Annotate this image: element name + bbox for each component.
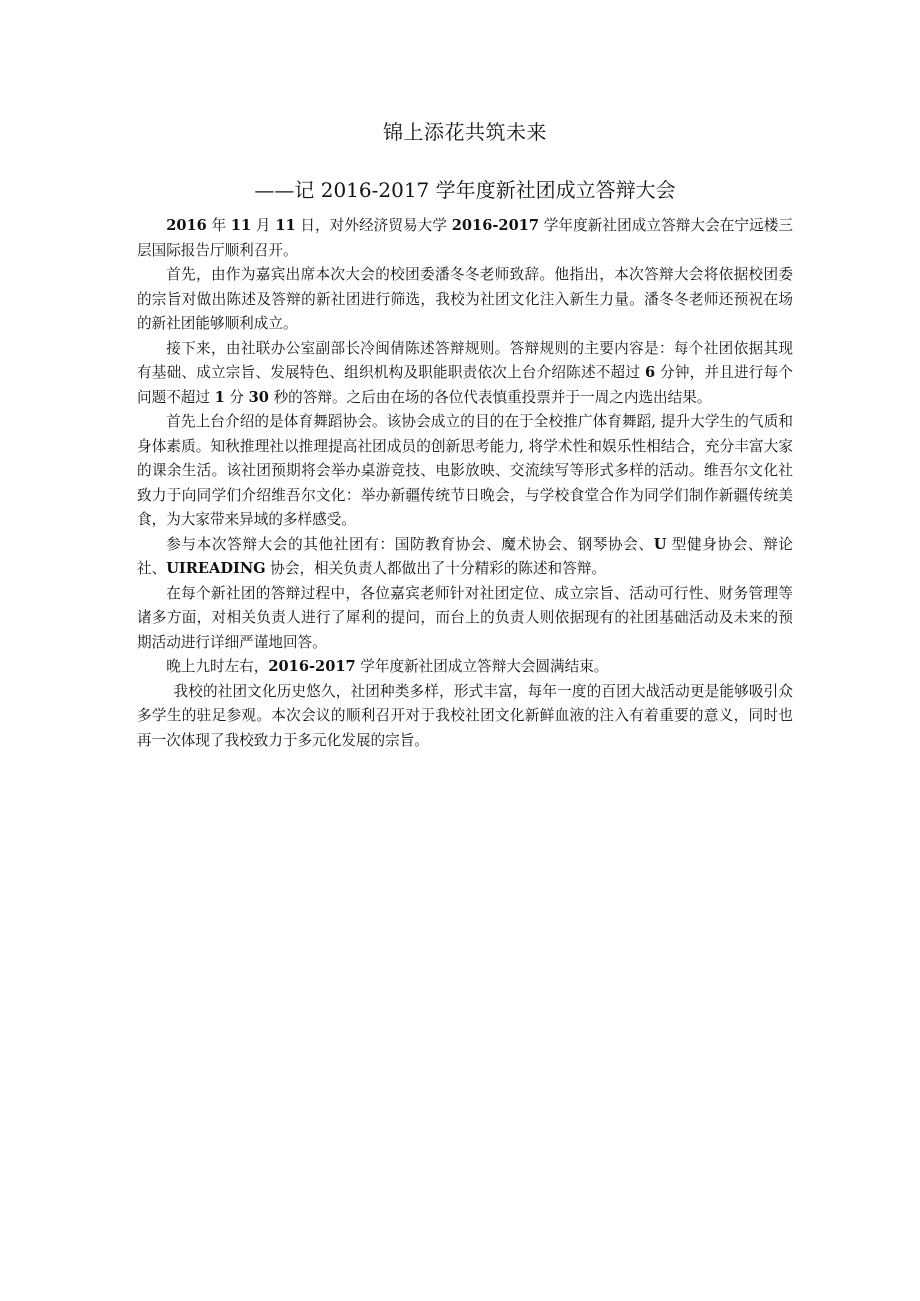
rule-minutes: 6	[645, 364, 656, 381]
text-segment: 型健身协会、辩论社、	[137, 535, 793, 577]
paragraph-opening	[137, 214, 793, 263]
paragraph-speech: 首先，由作为嘉宾出席本次大会的校团委潘冬冬老师致辞。他指出，本次答辩大会将依据校团委的宗旨对做出陈述及答辩的新社团进行筛选，我校为社团文化注入新生力量。潘冬冬老师还预祝在场的新社团能够顺利成立。	[137, 266, 793, 332]
paragraph-other-clubs	[137, 533, 793, 582]
club-u-letter: U	[653, 535, 667, 553]
paragraph-closing	[137, 655, 793, 680]
rule-answer-seconds: 30	[248, 388, 269, 406]
paragraph-summary: 我校的社团文化历史悠久，社团种类多样，形式丰富，每年一度的百团大战活动更是能够吸引众多学生的驻足参观。本次会议的顺利召开对于我校社团文化新鲜血液的注入有着重要的意义，同时也再一次体现了我校致力于多元化发展的宗旨。	[137, 682, 793, 749]
document-page	[137, 118, 793, 753]
text-segment: 学年度新社团成立答辩大会圆满结束。	[355, 658, 609, 675]
club-uireading: UIREADING	[166, 560, 266, 577]
text-segment: 接下来，由社联办公室副部长冷闽倩陈述答辩规则。答辩规则的主要内容是：每个社团依据其现有基础、成立宗旨、发展特色、组织机构及职能职责依次上台介绍陈述不超过	[137, 339, 793, 381]
date-month: 11	[230, 217, 252, 234]
text-segment: 参与本次答辩大会的其他社团有：国防教育协会、魔术协会、钢琴协会、	[166, 535, 654, 553]
paragraph-rules	[137, 337, 793, 411]
text-segment: 年	[206, 217, 231, 234]
text-segment: 协会，相关负责人都做出了十分精彩的陈述和答辩。	[265, 560, 606, 577]
text-segment: 分钟，并且进行每个问题不超过	[137, 364, 793, 406]
text-segment: 日，对外经济贸易大学	[295, 217, 452, 234]
text-segment: 分	[224, 388, 249, 406]
rule-answer-minutes: 1	[214, 388, 225, 406]
document-title: 锦上添花共筑未来	[383, 120, 547, 144]
academic-year: 2016-2017	[268, 658, 356, 675]
date-day: 11	[275, 217, 296, 234]
text-segment: 秒的答辩。之后由在场的各位代表慎重投票并于一周之内选出结果。	[268, 388, 712, 406]
text-segment: 晚上九时左右，	[166, 658, 269, 675]
date-year: 2016	[166, 217, 207, 234]
paragraph-clubs-intro: 首先上台介绍的是体育舞蹈协会。该协会成立的目的在于全校推广体育舞蹈, 提升大学生的气质和身体素质。知秋推理社以推理提高社团成员的创新思考能力, 将学术性和娱乐性相结合，充分丰富大家的课余生活。该社团预期将会举办桌游竞技、电影放映、交流续写等形式多样的活动。维吾尔文化社致力于向同学们介绍维吾尔文化：举办新疆传统节日晚会，与学校食堂合作为同学们制作新疆传统美食，为大家带来异域的多样感受。	[137, 413, 793, 528]
academic-year: 2016-2017	[451, 217, 540, 234]
text-segment: 学年度新社团成立答辩大会在宁远楼三层国际报告厅顺利召开。	[137, 217, 794, 259]
paragraph-qa: 在每个新社团的答辩过程中，各位嘉宾老师针对社团定位、成立宗旨、活动可行性、财务管理等诸多方面，对相关负责人进行了犀利的提问，而台上的负责人则依据现有的社团基础活动及未来的预期活动进行详细严谨地回答。	[137, 584, 793, 651]
text-segment: 月	[251, 217, 276, 234]
document-subtitle: ——记 2016-2017 学年度新社团成立答辩大会	[254, 178, 676, 202]
